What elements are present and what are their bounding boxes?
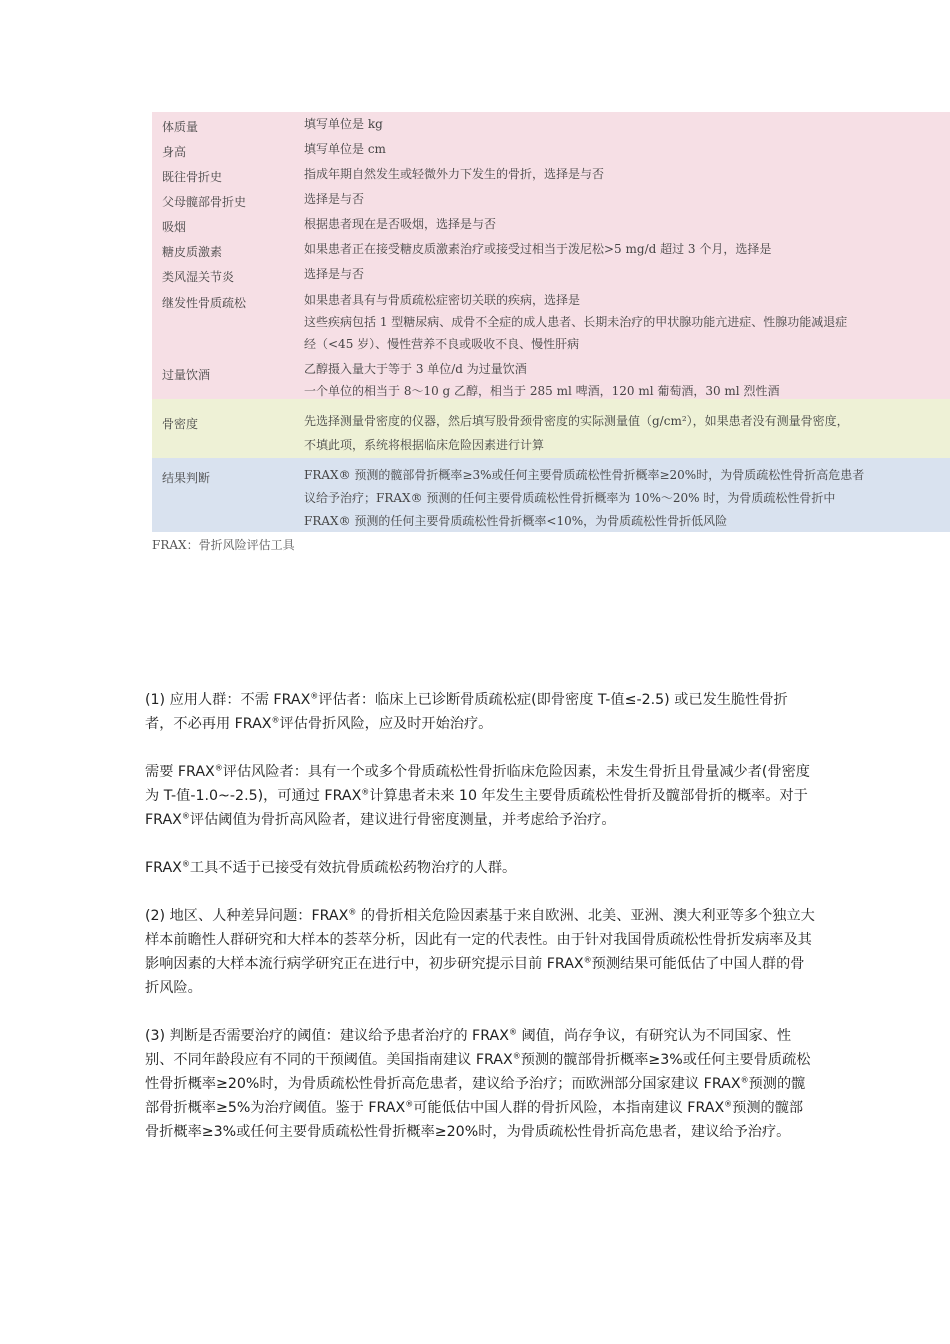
row-desc: 选择是与否	[304, 267, 365, 281]
row-desc: 填写单位是 kg	[304, 117, 383, 131]
row-label: 结果判断	[162, 471, 211, 485]
paragraph: (2) 地区、人种差异问题：FRAX® 的骨折相关危险因素基于来自欧洲、北美、亚洲、澳大利亚等多个独立大样本前瞻性人群研究和大样本的荟萃分析，因此有一定的代表性。由于针对我国骨质疏松性骨折发病率及其影响因素的大样本流行病学研究正在进行中，初步研究提示目前 FRAX®预测结果可能低估了中国人群的骨折风险。	[145, 907, 815, 996]
row-desc: FRAX® 预测的髋部骨折概率≥3%或任何主要骨质疏松性骨折概率≥20%时，为骨质疏松性骨折高危患者	[304, 468, 865, 482]
row-desc: FRAX® 预测的任何主要骨质疏松性骨折概率<10%，为骨质疏松性骨折低风险	[304, 514, 728, 528]
row-desc: 指成年期自然发生或轻微外力下发生的骨折，选择是与否	[304, 167, 605, 181]
row-desc: 填写单位是 cm	[304, 142, 386, 156]
row-desc: 议给予治疗；FRAX® 预测的任何主要骨质疏松性骨折概率为 10%～20% 时，为骨质疏松性骨折中	[304, 491, 836, 505]
document-body	[145, 688, 815, 1168]
row-desc: 乙醇摄入量大于等于 3 单位/d 为过量饮酒	[304, 362, 527, 376]
row-label: 继发性骨质疏松	[162, 296, 247, 310]
paragraph: FRAX®工具不适于已接受有效抗骨质疏松药物治疗的人群。	[145, 859, 517, 876]
paragraph: (1) 应用人群：不需 FRAX®评估者：临床上已诊断骨质疏松症(即骨密度 T-值≤-2.5) 或已发生脆性骨折者，不必再用 FRAX®评估骨折风险，应及时开始治疗。	[145, 691, 788, 732]
row-desc: 不填此项，系统将根据临床危险因素进行计算	[304, 438, 545, 452]
paragraph: 需要 FRAX®评估风险者：具有一个或多个骨质疏松性骨折临床危险因素，未发生骨折且骨量减少者(骨密度为 T-值-1.0~-2.5)，可通过 FRAX®计算患者未来 10 年发生主要骨质疏松性骨折及髋部骨折的概率。对于 FRAX®评估阈值为骨折高风险者，建议进行骨密度测量，并考虑给予治疗。	[145, 763, 810, 828]
row-label: 父母髋部骨折史	[162, 195, 247, 209]
paragraph: (3) 判断是否需要治疗的阈值：建议给予患者治疗的 FRAX® 阈值，尚存争议，有研究认为不同国家、性别、不同年龄段应有不同的干预阈值。美国指南建议 FRAX®预测的髋部骨折概率≥3%或任何主要骨质疏松性骨折概率≥20%时，为骨质疏松性骨折高危患者，建议给予治疗；而欧洲部分国家建议 FRAX®预测的髋部骨折概率≥5%为治疗阈值。鉴于 FRAX®可能低估中国人群的骨折风险，本指南建议 FRAX®预测的髋部骨折概率≥3%或任何主要骨质疏松性骨折概率≥20%时，为骨质疏松性骨折高危患者，建议给予治疗。	[145, 1027, 811, 1140]
row-label: 骨密度	[162, 417, 199, 431]
row-desc: 如果患者具有与骨质疏松症密切关联的疾病，选择是	[304, 293, 581, 307]
row-desc: 先选择测量骨密度的仪器，然后填写股骨颈骨密度的实际测量值（g/cm²），如果患者没有测量骨密度，	[304, 414, 849, 428]
frax-table-image	[152, 112, 950, 532]
row-label: 糖皮质激素	[162, 245, 223, 259]
row-desc: 这些疾病包括 1 型糖尿病、成骨不全症的成人患者、长期未治疗的甲状腺功能亢进症、性腺功能减退症	[304, 315, 848, 329]
row-label: 类风湿关节炎	[162, 270, 235, 284]
row-desc: 一个单位的相当于 8～10 g 乙醇，相当于 285 ml 啤酒，120 ml 葡萄酒，30 ml 烈性酒	[304, 384, 780, 398]
row-label: 体质量	[162, 120, 199, 134]
row-desc: 选择是与否	[304, 192, 365, 206]
row-label: 吸烟	[162, 220, 187, 234]
row-label: 过量饮酒	[162, 368, 211, 382]
table-caption: FRAX：骨折风险评估工具	[152, 538, 295, 552]
row-label: 既往骨折史	[162, 170, 223, 184]
row-desc: 如果患者正在接受糖皮质激素治疗或接受过相当于泼尼松>5 mg/d 超过 3 个月，选择是	[304, 242, 772, 256]
row-desc: 经（<45 岁）、慢性营养不良或吸收不良、慢性肝病	[304, 337, 580, 351]
row-desc: 根据患者现在是否吸烟，选择是与否	[304, 217, 497, 231]
row-label: 身高	[162, 145, 187, 159]
